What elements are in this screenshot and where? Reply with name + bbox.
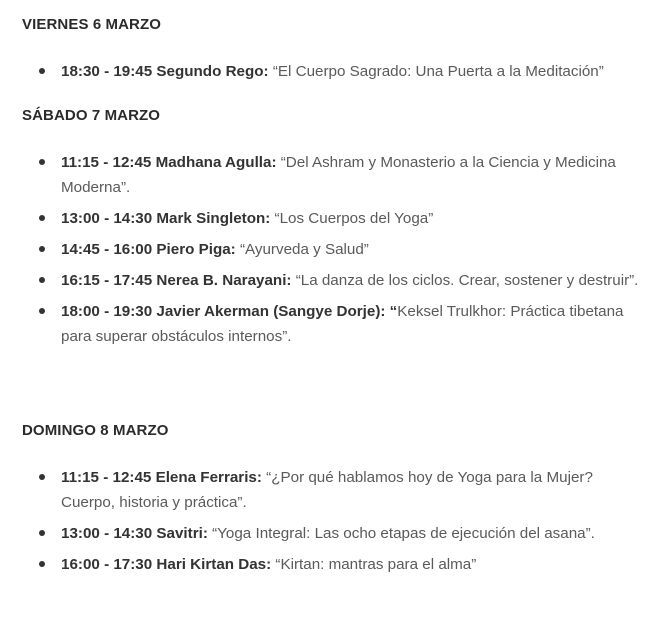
session-speaker: 18:30 - 19:45 Segundo Rego: [61, 63, 269, 80]
session-speaker: 16:00 - 17:30 Hari Kirtan Das: [61, 556, 272, 573]
list-item [0, 237, 640, 262]
list-item [0, 206, 640, 231]
session-list-viernes [0, 59, 640, 84]
session-talk: “Kirtan: mantras para el alma” [271, 556, 477, 573]
session-speaker: 11:15 - 12:45 Elena Ferraris: [61, 469, 262, 486]
session-talk: “La danza de los ciclos. Crear, sostener y destruir”. [291, 272, 639, 289]
session-talk: “El Cuerpo Sagrado: Una Puerta a la Meditación” [268, 63, 604, 80]
session-talk: Keksel Trulkhor: Práctica tibetana para superar obstáculos internos”. [61, 303, 624, 345]
session-talk: “Del Ashram y Monasterio a la Ciencia y Medicina Moderna”. [61, 154, 616, 196]
session-talk: “Ayurveda y Salud” [235, 241, 369, 258]
session-talk: “¿Por qué hablamos hoy de Yoga para la Mujer? Cuerpo, historia y práctica”. [61, 469, 593, 511]
list-item [0, 150, 640, 200]
day-heading-domingo: DOMINGO 8 MARZO [22, 422, 169, 439]
day-heading-sabado: SÁBADO 7 MARZO [22, 107, 161, 124]
session-list-domingo [0, 465, 640, 577]
list-item [0, 521, 640, 546]
list-item [0, 552, 640, 577]
list-item [0, 299, 640, 349]
session-list-sabado [0, 150, 640, 349]
session-speaker: 14:45 - 16:00 Piero Piga: [61, 241, 236, 258]
session-talk: “Los Cuerpos del Yoga” [270, 210, 434, 227]
list-item [0, 59, 640, 84]
day-heading-viernes: VIERNES 6 MARZO [22, 16, 162, 33]
session-talk: “Yoga Integral: Las ocho etapas de ejecución del asana”. [207, 525, 595, 542]
list-item [0, 268, 640, 293]
session-speaker: 13:00 - 14:30 Savitri: [61, 525, 208, 542]
list-item [0, 465, 640, 515]
session-speaker: 16:15 - 17:45 Nerea B. Narayani: [61, 272, 292, 289]
session-speaker: 13:00 - 14:30 Mark Singleton: [61, 210, 271, 227]
session-speaker: 11:15 - 12:45 Madhana Agulla: [61, 154, 277, 171]
session-speaker: 18:00 - 19:30 Javier Akerman (Sangye Dorje): “ [61, 303, 398, 320]
